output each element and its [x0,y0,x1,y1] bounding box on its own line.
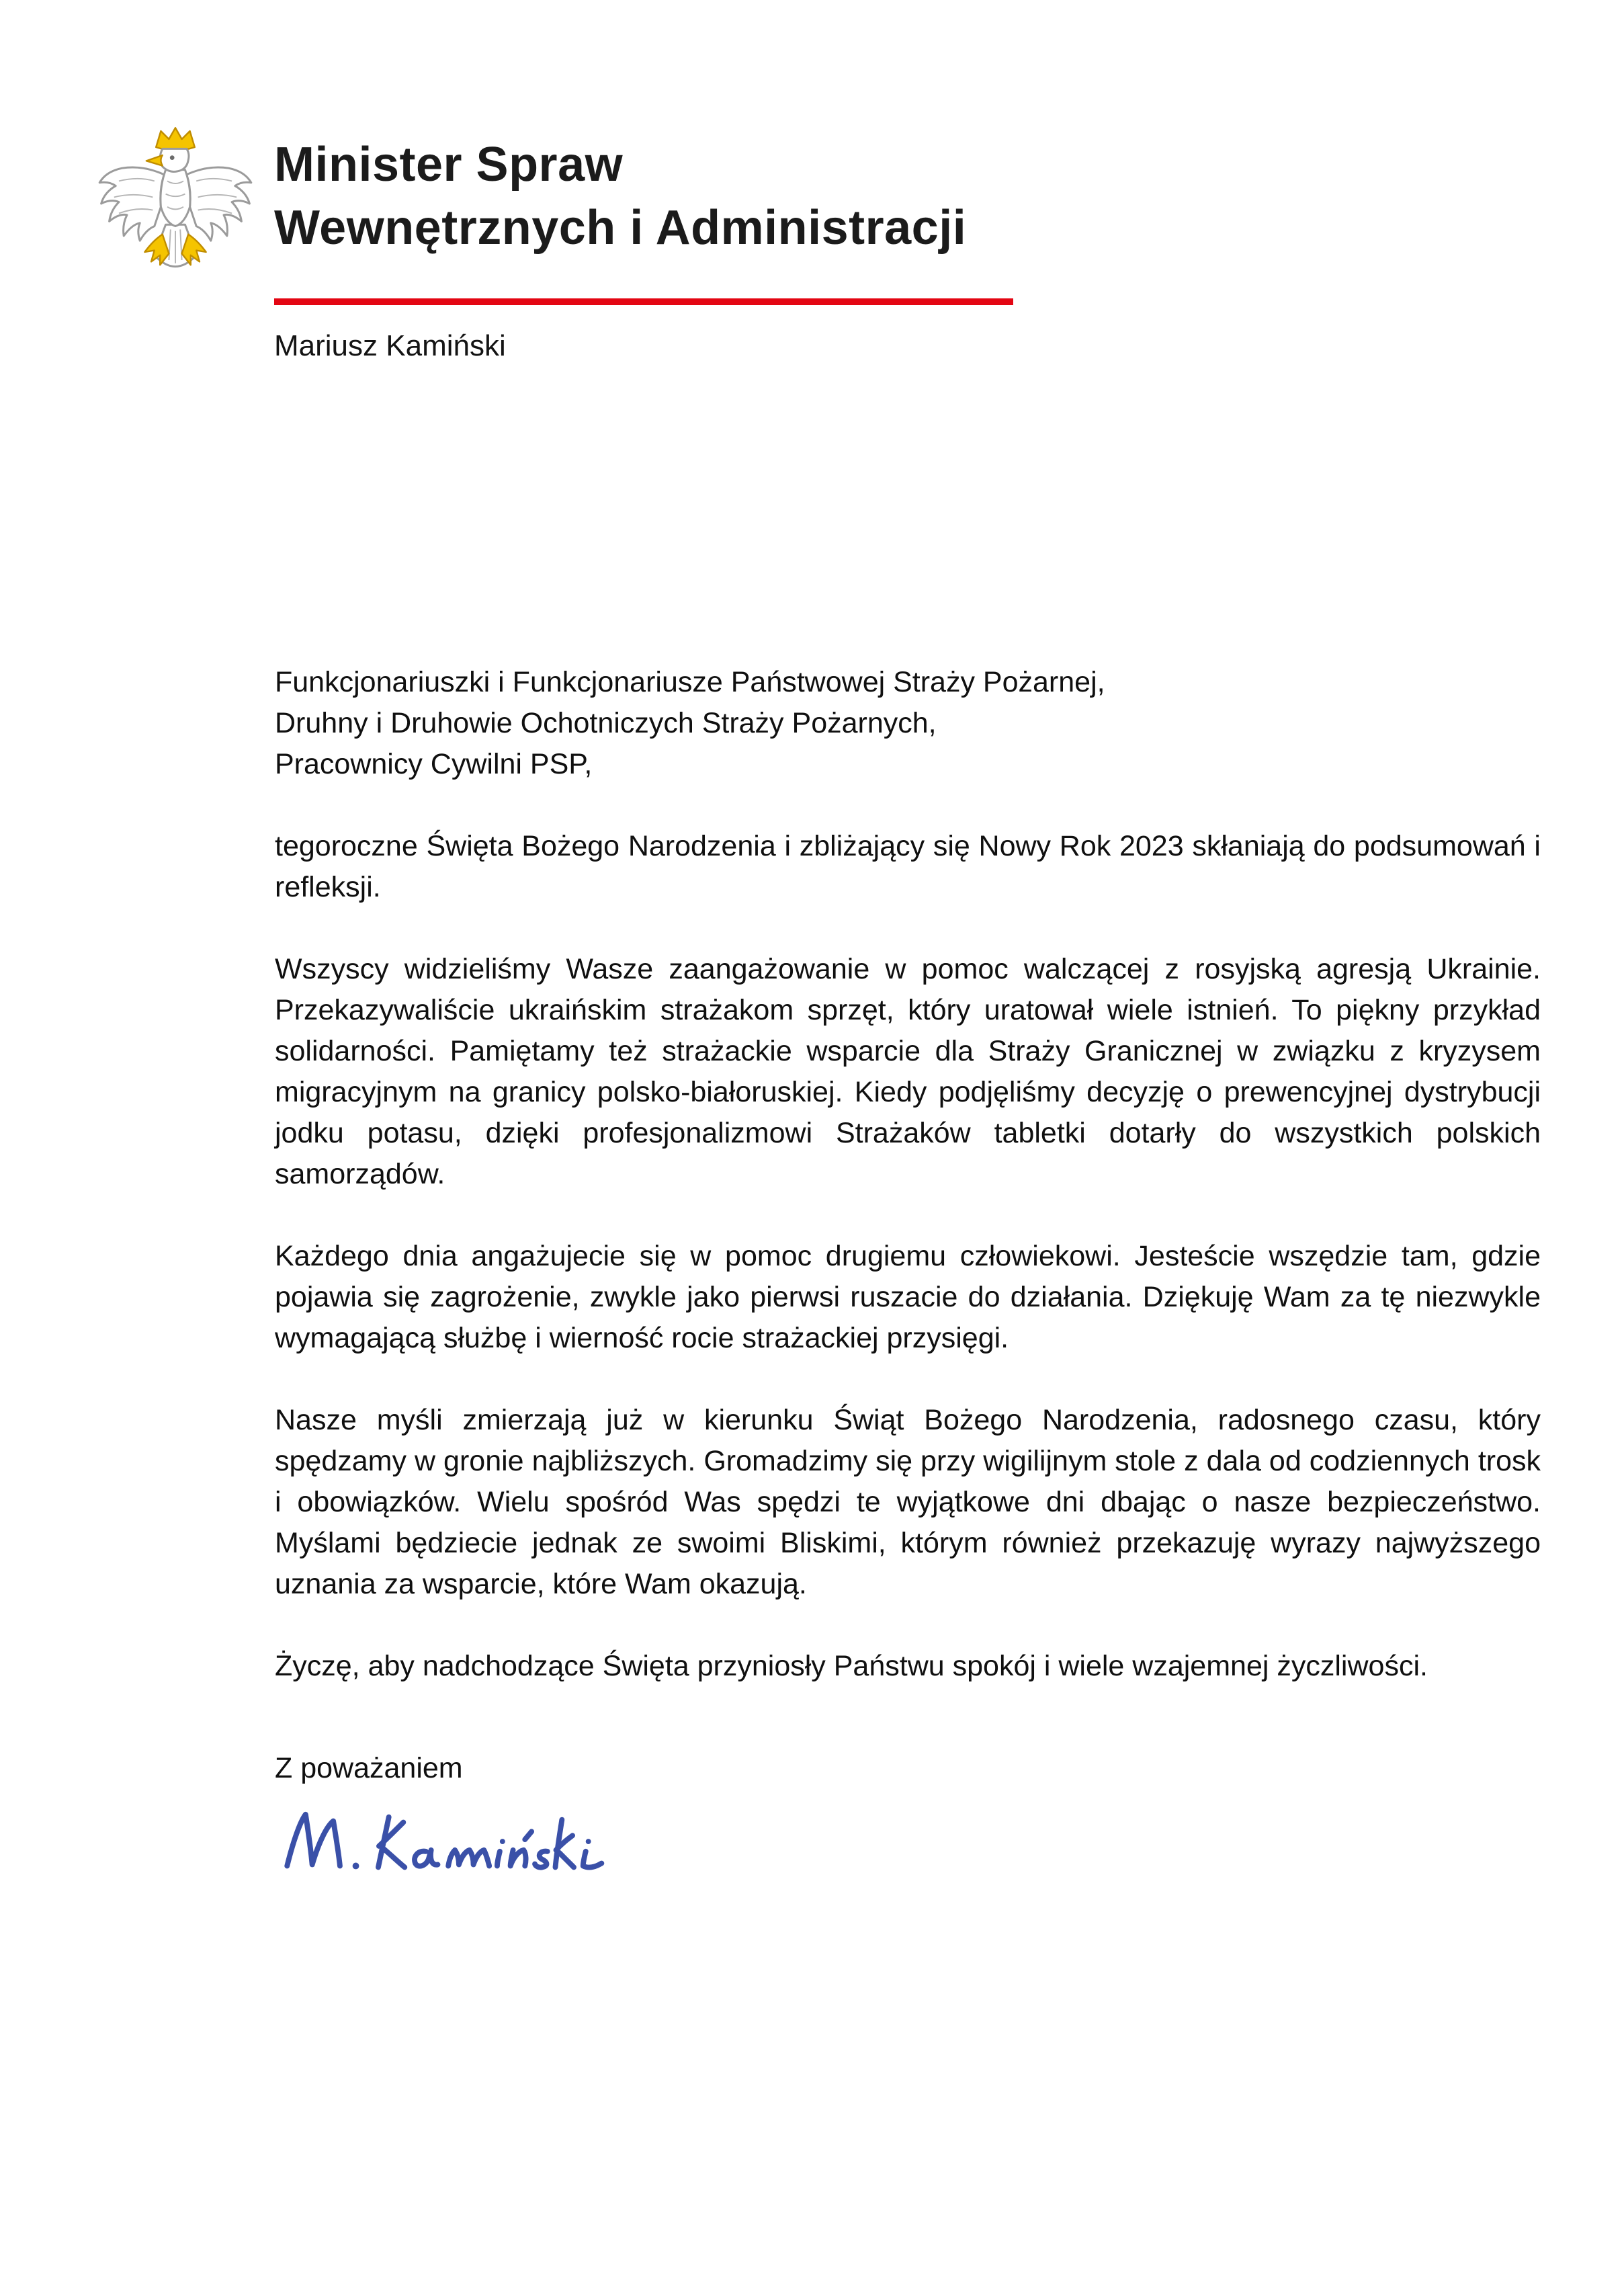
salutation-line-1: Funkcjonariuszki i Funkcjonariusze Państwowej Straży Pożarnej, [275,666,1105,698]
paragraph-4: Nasze myśli zmierzają już w kierunku Świąt Bożego Narodzenia, radosnego czasu, który spędzamy w gronie najbliższych. Gromadzimy się przy wigilijnym stole z dala od codziennych trosk i obowiązków. Wielu spośród Was spędzi te wyjątkowe dni dbając o nasze bezpieczeństwo. Myślami będziecie jednak ze swoimi Bliskimi, którym również przekazuję wyrazy najwyższego uznania za wsparcie, które Wam okazują. [275,1404,1541,1600]
paragraph-2: Wszyscy widzieliśmy Wasze zaangażowanie w pomoc walczącej z rosyjską agresją Ukrainie. Przekazywaliście ukraińskim strażakom sprzęt, który uratował wiele istnień. To piękny przykład solidarności. Pamiętamy też strażackie wsparcie dla Straży Granicznej w związku z kryzysem migracyjnym na granicy polsko-białoruskiej. Kiedy podjęliśmy decyzję o prewencyjnej dystrybucji jodku potasu, dzięki profesjonalizmowi Strażaków tabletki dotarły do wszystkich polskich samorządów. [275,953,1541,1190]
polish-eagle-emblem-svg [91,123,259,292]
paragraph-3: Każdego dnia angażujecie się w pomoc drugiemu człowiekowi. Jesteście wszędzie tam, gdzie pojawia się zagrożenie, zwykle jako pierwsi ruszacie do działania. Dziękuję Wam za tę niezwykle wymagającą służbę i wierność rocie strażackiej przysięgi. [275,1240,1541,1354]
paragraph-1: tegoroczne Święta Bożego Narodzenia i zbliżający się Nowy Rok 2023 skłaniają do podsumowań i refleksji. [275,830,1541,903]
office-title-line1: Minister Spraw [274,138,624,192]
signature-scribble [275,1805,638,1884]
red-divider [274,298,1013,305]
salutation-line-3: Pracownicy Cywilni PSP, [275,748,593,780]
office-title-line2: Wewnętrznych i Administracji [274,201,967,255]
salutation-line-2: Druhny i Druhowie Ochotniczych Straży Pożarnych, [275,707,937,739]
handwritten-signature [275,1805,638,1884]
minister-name: Mariusz Kamiński [274,329,506,362]
letterhead [274,133,966,259]
letter-body [275,662,1541,1884]
paragraph-5: Życzę, aby nadchodzące Święta przyniosły Państwu spokój i wiele wzajemnej życzliwości. [275,1650,1428,1682]
closing-phrase: Z poważaniem [275,1752,463,1784]
polish-eagle-emblem [91,123,259,292]
salutation [275,662,1541,785]
